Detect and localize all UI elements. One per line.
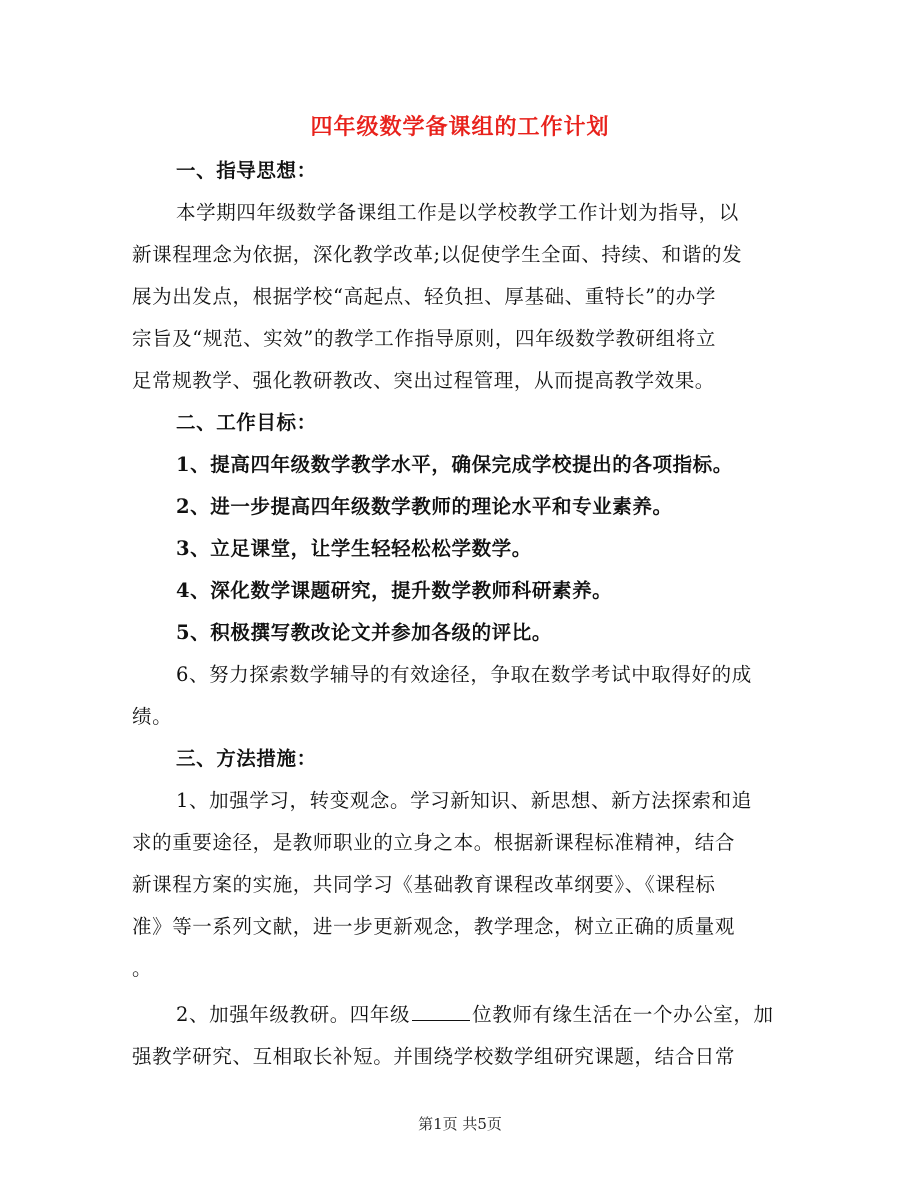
section-heading-methods: 三、方法措施： [176,747,317,770]
paragraph-line: 宗旨及“规范、实效”的教学工作指导原则，四年级数学教研组将立 [132,327,716,350]
paragraph-line: 。 [132,957,153,980]
goal-item: 3、立足课堂，让学生轻轻松松学数学。 [176,537,532,560]
document-title: 四年级数学备课组的工作计划 [310,114,610,140]
fill-in-blank [412,1002,470,1021]
goal-item: 6、努力探索数学辅导的有效途径，争取在数学考试中取得好的成 [176,663,752,686]
goal-item: 1、提高四年级数学教学水平，确保完成学校提出的各项指标。 [176,453,733,476]
paragraph-line: 展为出发点，根据学校“高起点、轻负担、厚基础、重特长”的办学 [132,285,716,308]
page-number: 第1页 共5页 [418,1115,502,1133]
paragraph-line: 强教学研究、互相取长补短。并围绕学校数学组研究课题，结合日常 [132,1045,736,1068]
goal-item: 4、深化数学课题研究，提升数学教师科研素养。 [176,579,613,602]
goal-item: 5、积极撰写教改论文并参加各级的评比。 [176,621,552,644]
paragraph-line: 求的重要途径，是教师职业的立身之本。根据新课程标准精神，结合 [132,831,736,854]
paragraph-line [176,1000,792,1030]
section-heading-guiding-thought: 一、指导思想： [176,159,317,182]
paragraph-line: 本学期四年级数学备课组工作是以学校教学工作计划为指导，以 [176,201,739,224]
paragraph-line: 绩。 [132,705,173,728]
paragraph-line: 新课程方案的实施，共同学习《基础教育课程改革纲要》、《课程标 [132,873,716,896]
section-heading-work-goals: 二、工作目标： [176,411,317,434]
paragraph-text: 位教师有缘生活在一个办公室，加 [472,1003,774,1026]
paragraph-line: 新课程理念为依据，深化教学改革;以促使学生全面、持续、和谐的发 [132,243,743,266]
goal-item: 2、进一步提高四年级数学教师的理论水平和专业素养。 [176,495,673,518]
paragraph-line: 1、加强学习，转变观念。学习新知识、新思想、新方法探索和追 [176,789,752,812]
paragraph-text: 2、加强年级教研。四年级 [176,1003,411,1026]
paragraph-line: 准》等一系列文献，进一步更新观念，教学理念，树立正确的质量观 [132,915,736,938]
paragraph-line: 足常规教学、强化教研教改、突出过程管理，从而提高教学效果。 [132,369,715,392]
